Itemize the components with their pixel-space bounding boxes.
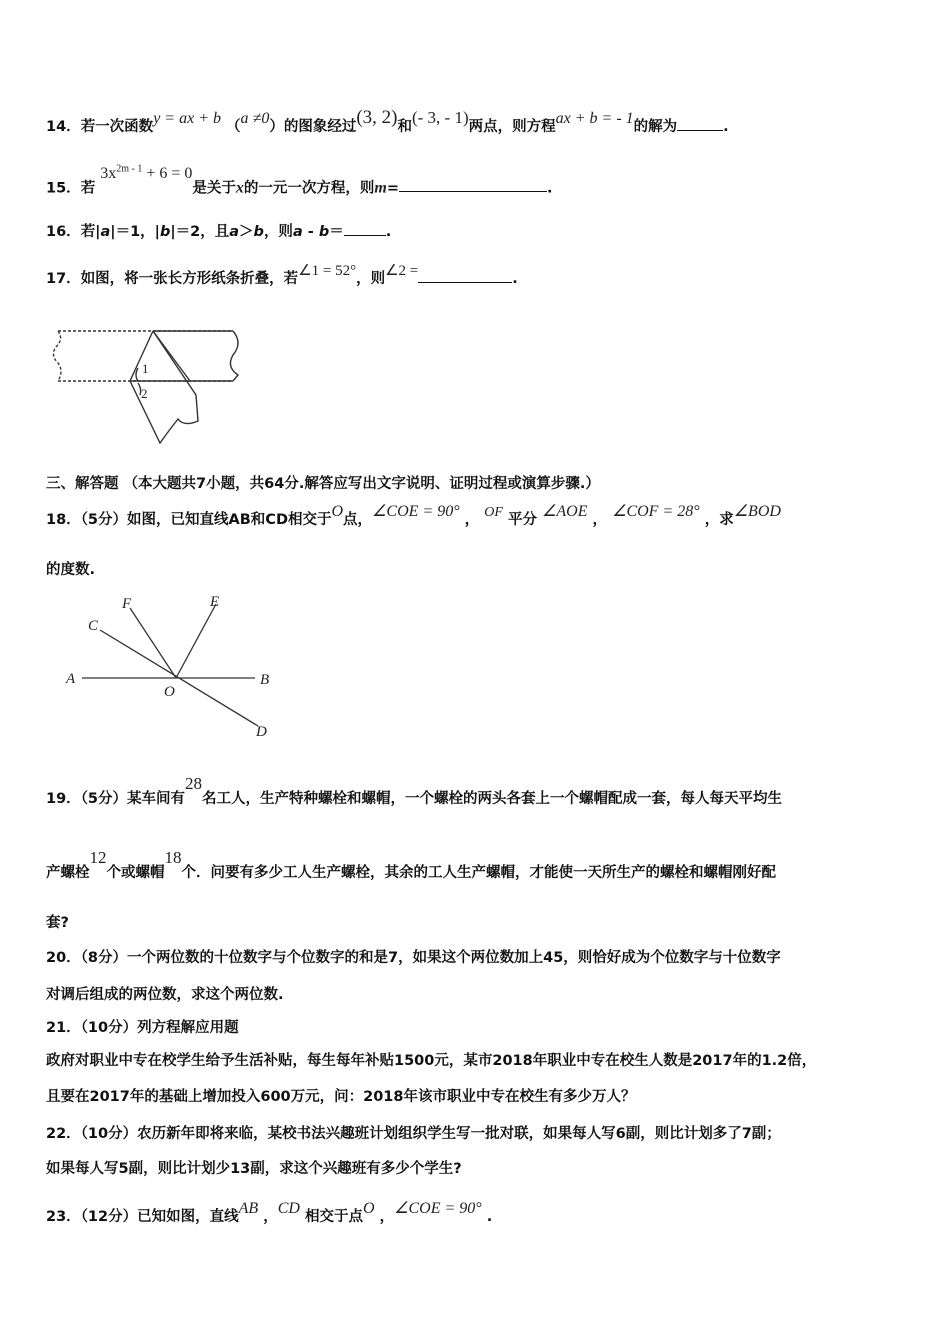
formula-linear-function: y = ax + b (153, 110, 221, 127)
question-14: 14．若一次函数y = ax + b （a ≠0）的图象经过(3, 2)和(- 3, - 1)两点，则方程ax + b = - 1的解为 . (46, 107, 729, 135)
question-19-line2: 产螺栓12个或螺帽18个．问要有多少工人生产螺栓，其余的工人生产螺帽，才能使一天所生产的螺栓和螺帽刚好配 (46, 848, 776, 881)
question-19: 19．（5分）某车间有28名工人，生产特种螺栓和螺帽，一个螺栓的两头各套上一个螺帽配成一套，每人每天平均生 (46, 774, 783, 807)
label-E: E (210, 594, 220, 610)
label-O: O (164, 684, 175, 700)
question-22-line2: 如果每人写5副，则比计划少13副，求这个兴趣班有多少个学生? (46, 1161, 462, 1177)
answer-blank (677, 116, 723, 131)
question-21-line3: 且要在2017年的基础上增加投入600万元，问：2018年该市职业中专在校生有多少万人？ (46, 1089, 636, 1105)
question-21-line2: 政府对职业中专在校学生给予生活补贴，每生每年补贴1500元，某市2018年职业中专在校生人数是2017年的1.2倍， (46, 1053, 817, 1069)
angle-2-label: 2 (141, 386, 148, 401)
label-A: A (66, 671, 76, 687)
question-22: 22．（10分）农历新年即将来临，某校书法兴趣班计划组织学生写一批对联，如果每人写6副，则比计划多了7副； (46, 1126, 781, 1142)
question-18: 18．（5分）如图，已知直线AB和CD相交于O点，∠COE = 90° ， OF 平分 ∠AOE ， ∠COF = 28° ，求∠BOD (46, 503, 781, 528)
question-20: 20．（8分）一个两位数的十位数字与个位数字的和是7，如果这个两位数加上45，则恰好成为个位数字与十位数字 (46, 950, 781, 966)
angle-1-label: 1 (142, 361, 149, 376)
answer-blank (344, 221, 386, 236)
question-18-line2: 的度数. (46, 562, 96, 578)
label-B: B (260, 672, 270, 688)
question-16: 16．若|a|＝1，|b|＝2，且a＞b，则a - b＝ . (46, 221, 391, 242)
label-F: F (122, 596, 132, 612)
question-21: 21．（10分）列方程解应用题 (46, 1020, 239, 1036)
answer-blank (399, 177, 547, 192)
section-heading: 三、解答题 （本大题共7小题，共64分.解答应写出文字说明、证明过程或演算步骤.） (46, 476, 600, 492)
label-C: C (88, 618, 99, 634)
angle-figure (60, 590, 280, 740)
question-15: 15．若 $3x^{2m - 1} + 6 = 0$是关于x的一元一次方程，则m= . (46, 164, 553, 197)
question-19-line3: 套? (46, 915, 69, 931)
label-D: D (256, 724, 267, 740)
question-20-line2: 对调后组成的两位数，求这个两位数. (46, 987, 284, 1003)
question-23: 23．（12分）已知如图，直线AB ，CD 相交于点O ，∠COE = 90° . (46, 1200, 493, 1225)
folded-strip-figure (48, 325, 248, 453)
answer-blank (418, 268, 512, 283)
question-17: 17．如图，将一张长方形纸条折叠，若∠1 = 52°，则∠2 = . (46, 263, 518, 287)
formula-equation: $3x^{2m - 1} + 6 = 0$ (100, 164, 193, 183)
